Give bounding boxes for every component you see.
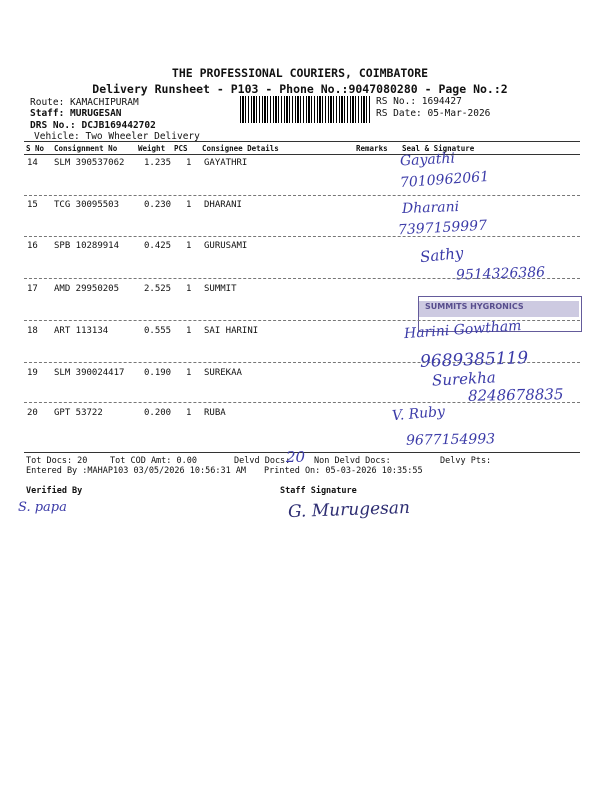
row-phone-handwritten: 7010962061 [399,168,490,192]
verified-by-label: Verified By [26,486,83,496]
row-weight: 0.200 [144,408,172,418]
row-consignment: ART 113134 [54,326,109,336]
row-consignment: GPT 53722 [54,408,103,418]
row-sno: 16 [27,241,38,251]
verified-signature: S. papa [18,500,67,515]
row-weight: 0.230 [144,200,172,210]
row-signature: Dharani [401,199,460,217]
row-consignee: GAYATHRI [204,158,248,168]
row-phone-handwritten: 9689385119 [419,348,529,372]
delvd-docs-handwritten: 20 [286,448,306,466]
staff-label: Staff: MURUGESAN [30,108,122,119]
col-weight: Weight [138,144,166,153]
non-delvd-docs: Non Delvd Docs: [314,456,391,466]
row-consignee: RUBA [204,408,226,418]
stamp-text: SUMMITS HYGRONICS [425,302,524,311]
printed-on: Printed On: 05-03-2026 10:35:55 [264,466,423,476]
row-consignment: SPB 10289914 [54,241,120,251]
row-signature: Gayathi [399,150,456,170]
row-consignee: GURUSAMI [204,241,248,251]
row-phone-handwritten: 9677154993 [405,431,496,449]
row-consignment: SLM 390537062 [54,158,125,168]
row-weight: 1.235 [144,158,172,168]
row-consignment: SLM 390024417 [54,368,125,378]
row-phone-handwritten: 7397159997 [397,217,488,239]
col-consignee: Consignee Details [202,144,279,153]
col-pcs: PCS [174,144,188,153]
staff-signature-label: Staff Signature [280,486,357,496]
row-weight: 2.525 [144,284,172,294]
row-weight: 0.190 [144,368,172,378]
col-remarks: Remarks [356,144,388,153]
row-pcs: 1 [186,326,192,336]
row-consignee: DHARANI [204,200,242,210]
row-sno: 19 [27,368,38,378]
row-pcs: 1 [186,284,192,294]
runsheet-subtitle: Delivery Runsheet - P103 - Phone No.:9047080280 - Page No.:2 [92,82,508,96]
row-sno: 20 [27,408,38,418]
row-pcs: 1 [186,241,192,251]
col-seal: Seal & Signature [402,144,475,153]
tot-docs: Tot Docs: 20 [26,456,88,466]
row-consignee: SAI HARINI [204,326,259,336]
row-pcs: 1 [186,158,192,168]
row-phone-handwritten: 8248678835 [467,385,564,405]
table-top-rule [24,141,580,142]
col-sno: S No [26,144,45,153]
row-consignee: SUMMIT [204,284,237,294]
row-signature: Sathy [419,243,465,267]
tot-cod-amt: Tot COD Amt: 0.00 [110,456,197,466]
delvd-docs: Delvd Docs: [234,456,291,466]
col-consignment: Consignment No [54,144,118,153]
barcode-image [240,96,372,123]
row-consignment: AMD 29950205 [54,284,120,294]
staff-signature: G. Murugesan [287,497,411,523]
row-phone-handwritten: 9514326386 [455,264,546,284]
rs-date: RS Date: 05-Mar-2026 [376,108,491,119]
route-label: Route: KAMACHIPURAM [30,97,139,108]
row-consignment: TCG 30095503 [54,200,120,210]
rs-number: RS No.: 1694427 [376,96,462,107]
vehicle-label: Vehicle: Two Wheeler Delivery [34,131,200,142]
row-divider [24,278,580,279]
row-signature: Harini Gowtham [403,317,522,343]
entered-by: Entered By :MAHAP103 03/05/2026 10:56:31 AM [26,466,247,476]
drs-number: DRS No.: DCJB169442702 [30,120,156,131]
row-sno: 17 [27,284,38,294]
row-signature: V. Ruby [391,403,446,425]
row-sno: 14 [27,158,38,168]
row-weight: 0.425 [144,241,172,251]
row-divider [24,195,580,196]
row-pcs: 1 [186,368,192,378]
row-pcs: 1 [186,408,192,418]
row-signature: Surekha [431,368,497,390]
row-pcs: 1 [186,200,192,210]
table-header-rule [24,154,580,155]
row-weight: 0.555 [144,326,172,336]
row-consignee: SUREKAA [204,368,242,378]
row-sno: 18 [27,326,38,336]
row-divider [24,236,580,237]
row-sno: 15 [27,200,38,210]
delvy-pts: Delvy Pts: [440,456,492,466]
company-title: THE PROFESSIONAL COURIERS, COIMBATORE [171,66,429,80]
